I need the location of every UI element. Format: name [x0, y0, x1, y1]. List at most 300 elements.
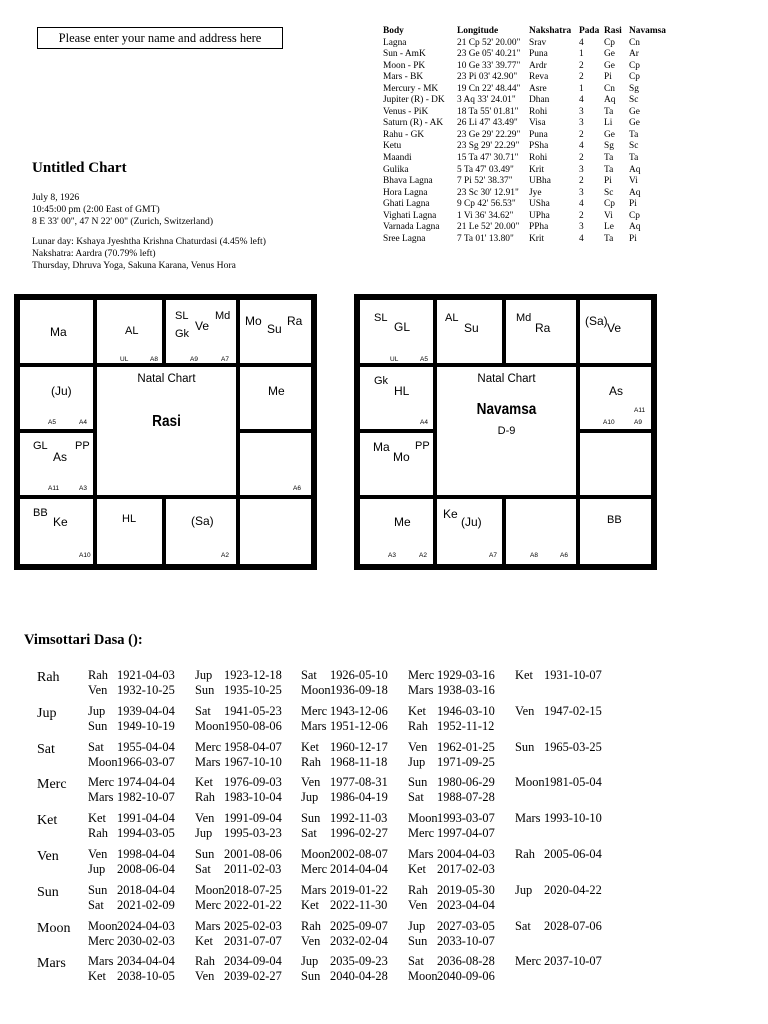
antardasa-entry [515, 740, 602, 755]
antardasa-date: 1982-10-07 [117, 790, 175, 805]
antardasa-lord: Sun [515, 739, 535, 754]
antardasa-date: 1991-04-04 [117, 811, 175, 826]
table-cell: Li [604, 118, 613, 129]
dasa-lord: Rah [37, 670, 60, 685]
antardasa-entry [408, 883, 495, 898]
rasi-house [20, 300, 93, 363]
antardasa-lord: Jup [195, 826, 213, 841]
table-cell: 4 [579, 37, 584, 48]
antardasa-entry [301, 683, 388, 698]
antardasa-lord: Ket [301, 739, 319, 754]
antardasa-lord: Moon [408, 811, 438, 826]
arudha-label: A2 [419, 552, 427, 559]
table-cell: 2 [579, 210, 584, 221]
table-cell: 3 [579, 222, 584, 233]
arudha-label: A4 [420, 419, 428, 426]
antardasa-date: 2040-09-06 [437, 969, 495, 984]
antardasa-entry [408, 755, 495, 770]
antardasa-lord: Sat [195, 703, 211, 718]
antardasa-lord: Rah [195, 790, 215, 805]
antardasa-entry [88, 719, 175, 734]
table-cell: Ge [604, 129, 615, 140]
dasa-period [0, 811, 768, 845]
antardasa-lord: Ven [88, 847, 108, 861]
planet-label: Ve [195, 319, 210, 333]
table-cell: Aq [629, 164, 641, 175]
antardasa-date: 1946-03-10 [437, 703, 495, 718]
arudha-label: A9 [190, 356, 198, 363]
arudha-label: A7 [489, 552, 497, 559]
antardasa-entry [408, 775, 495, 790]
planet-label: Ra [287, 314, 303, 328]
arudha-label: A5 [48, 419, 56, 426]
antardasa-lord: Ven [88, 683, 108, 697]
navamsa-house [360, 300, 433, 363]
antardasa-date: 2034-09-04 [224, 954, 282, 969]
antardasa-entry [515, 668, 602, 683]
table-cell: Rohi [529, 153, 548, 164]
rasi-house [97, 499, 162, 564]
birth-place: 8 E 33' 00", 47 N 22' 00" (Zurich, Switzerland) [32, 216, 214, 227]
antardasa-lord: Merc [408, 826, 435, 841]
table-cell: 23 Ge 29' 22.29" [457, 129, 521, 140]
antardasa-lord: Sat [408, 790, 424, 805]
arudha-label: A8 [150, 356, 158, 363]
antardasa-date: 2039-02-27 [224, 969, 282, 984]
planet-label: Ra [535, 321, 551, 335]
table-cell: 21 Cp 52' 20.00" [457, 37, 521, 48]
dasa-lord: Mars [37, 956, 66, 972]
table-cell: Cn [629, 37, 640, 48]
antardasa-entry [515, 954, 602, 969]
antardasa-lord: Rah [301, 918, 321, 933]
table-cell: UPha [529, 210, 550, 221]
table-cell: Saturn (R) - AK [383, 118, 444, 129]
table-cell: USha [529, 199, 550, 210]
nakshatra-info: Nakshatra: Aardra (70.79% left) [32, 248, 156, 259]
antardasa-entry [301, 811, 387, 826]
antardasa-date: 2018-07-25 [224, 882, 282, 897]
navamsa-chart [354, 294, 657, 570]
table-cell: 10 Ge 33' 39.77" [457, 60, 521, 71]
table-cell: Ta [604, 106, 614, 117]
antardasa-lord: Sun [408, 933, 428, 948]
arudha-label: A3 [79, 485, 87, 492]
planet-label: AL [445, 312, 459, 324]
antardasa-entry [408, 704, 495, 719]
antardasa-entry [301, 755, 387, 770]
table-cell: 7 Ta 01' 13.80" [457, 233, 514, 244]
antardasa-date: 1993-03-07 [437, 811, 495, 826]
antardasa-date: 2022-11-30 [330, 897, 388, 912]
antardasa-lord: Mars [88, 954, 114, 969]
table-cell: 18 Ta 55' 01.81" [457, 106, 519, 117]
antardasa-entry [88, 898, 175, 913]
antardasa-entry [515, 919, 602, 934]
antardasa-date: 1943-12-06 [330, 703, 388, 718]
antardasa-lord: Merc [301, 703, 328, 718]
antardasa-entry [301, 826, 388, 841]
planet-label: (Sa) [191, 514, 214, 528]
table-cell: Pi [604, 72, 612, 83]
antardasa-date: 1923-12-18 [224, 668, 282, 682]
antardasa-date: 2030-02-03 [117, 933, 175, 948]
dasa-period [0, 668, 768, 702]
rasi-house [20, 367, 93, 429]
antardasa-date: 1986-04-19 [330, 790, 388, 805]
antardasa-date: 1988-07-28 [437, 790, 495, 805]
planet-label: GL [394, 320, 411, 334]
antardasa-lord: Sun [195, 847, 215, 861]
antardasa-date: 1993-10-10 [544, 811, 602, 826]
antardasa-entry [301, 883, 388, 898]
antardasa-lord: Merc [301, 862, 328, 876]
navamsa-center [437, 367, 576, 495]
navamsa-house [437, 300, 502, 363]
antardasa-entry [408, 919, 495, 934]
table-cell: 2 [579, 60, 584, 71]
antardasa-date: 2034-04-04 [117, 954, 175, 969]
antardasa-date: 2020-04-22 [544, 882, 602, 897]
rasi-house [240, 433, 311, 495]
antardasa-lord: Ket [408, 862, 426, 876]
dasa-period [0, 883, 768, 917]
table-header-cell: Rasi [604, 26, 622, 36]
table-cell: Aq [629, 187, 641, 198]
antardasa-lord: Rah [88, 668, 108, 682]
antardasa-date: 2032-02-04 [330, 933, 388, 948]
rasi-house [240, 367, 311, 429]
planet-label: BB [33, 507, 48, 519]
antardasa-entry [301, 847, 388, 862]
table-cell: 9 Cp 42' 56.53" [457, 199, 516, 210]
table-cell: Le [604, 222, 614, 233]
table-cell: Cp [629, 210, 640, 221]
antardasa-lord: Rah [408, 718, 428, 733]
antardasa-entry [301, 919, 388, 934]
antardasa-lord: Ven [408, 739, 428, 754]
antardasa-entry [88, 826, 175, 841]
table-cell: Bhava Lagna [383, 176, 433, 187]
table-cell: Cp [604, 199, 615, 210]
antardasa-entry [88, 954, 175, 969]
antardasa-entry [195, 704, 282, 719]
antardasa-entry [408, 719, 494, 734]
antardasa-date: 1992-11-03 [330, 811, 388, 826]
rasi-house [240, 300, 311, 363]
table-cell: Venus - PiK [383, 106, 429, 117]
rasi-label: Rasi [152, 413, 181, 430]
antardasa-lord: Merc [88, 933, 115, 948]
navamsa-house [360, 367, 433, 429]
antardasa-date: 1939-04-04 [117, 703, 175, 718]
antardasa-entry [88, 847, 175, 862]
antardasa-entry [301, 719, 388, 734]
dasa-lord: Merc [37, 777, 67, 793]
table-header-cell: Body [383, 26, 404, 36]
antardasa-lord: Moon [408, 969, 438, 984]
table-cell: Sg [604, 141, 614, 152]
antardasa-lord: Mars [195, 918, 221, 933]
antardasa-lord: Merc [195, 739, 222, 754]
table-cell: Hora Lagna [383, 187, 428, 198]
table-cell: Srav [529, 37, 547, 48]
antardasa-entry [195, 954, 282, 969]
table-cell: 1 [579, 83, 584, 94]
antardasa-entry [301, 704, 388, 719]
antardasa-date: 1997-04-07 [437, 826, 495, 841]
table-cell: Asre [529, 83, 547, 94]
name-address-prompt[interactable]: Please enter your name and address here [37, 27, 283, 49]
antardasa-date: 2027-03-05 [437, 918, 495, 933]
antardasa-date: 2040-04-28 [330, 969, 388, 984]
antardasa-lord: Merc [195, 897, 222, 912]
navamsa-house [580, 300, 651, 363]
table-cell: Sc [629, 95, 639, 106]
d9-label: D-9 [497, 425, 516, 437]
antardasa-entry [408, 969, 495, 984]
table-cell: 4 [579, 199, 584, 210]
antardasa-entry [195, 668, 282, 683]
antardasa-lord: Moon [195, 882, 225, 897]
navamsa-house [580, 433, 651, 495]
table-cell: 1 Vi 36' 34.62" [457, 210, 514, 221]
table-cell: Cn [604, 83, 615, 94]
antardasa-entry [301, 898, 387, 913]
navamsa-house [580, 499, 651, 564]
table-cell: Ketu [383, 141, 402, 152]
antardasa-date: 2037-10-07 [544, 954, 602, 969]
navamsa-label: Navamsa [476, 401, 537, 418]
antardasa-date: 1950-08-06 [224, 718, 282, 733]
table-cell: Ge [629, 106, 640, 117]
antardasa-lord: Ven [301, 775, 321, 790]
table-cell: 26 Li 47' 43.49" [457, 118, 518, 129]
arudha-label: A6 [560, 552, 568, 559]
antardasa-lord: Ket [515, 668, 533, 682]
table-cell: Vi [604, 210, 613, 221]
planet-label: (Ju) [461, 515, 482, 529]
planet-label: AL [125, 325, 139, 337]
antardasa-lord: Rah [88, 826, 108, 841]
planet-label: (Ju) [51, 384, 72, 398]
table-cell: Ardr [529, 60, 547, 71]
planet-label: HL [394, 384, 410, 398]
table-cell: 23 Sc 30' 12.91" [457, 187, 519, 198]
table-cell: 3 [579, 187, 584, 198]
antardasa-lord: Jup [515, 882, 533, 897]
natal-chart-label: Natal Chart [477, 373, 536, 385]
antardasa-lord: Mars [408, 847, 434, 861]
antardasa-lord: Ket [88, 811, 106, 826]
antardasa-entry [88, 790, 175, 805]
antardasa-date: 1958-04-07 [224, 739, 282, 754]
antardasa-date: 1968-11-18 [330, 754, 388, 769]
rasi-center [97, 367, 236, 495]
antardasa-date: 2014-04-04 [330, 862, 388, 876]
table-cell: Ta [604, 164, 614, 175]
planet-label: As [53, 450, 68, 464]
table-cell: Pi [604, 176, 612, 187]
table-header-cell: Nakshatra [529, 26, 572, 36]
antardasa-date: 1965-03-25 [544, 739, 602, 754]
planet-label: Me [394, 515, 411, 529]
antardasa-entry [88, 919, 175, 934]
table-cell: Krit [529, 164, 545, 175]
antardasa-lord: Sat [88, 897, 104, 912]
antardasa-lord: Jup [195, 668, 213, 682]
antardasa-entry [195, 740, 282, 755]
dasa-period [0, 740, 768, 774]
table-cell: 2 [579, 176, 584, 187]
antardasa-date: 1947-02-15 [544, 703, 602, 718]
antardasa-entry [408, 847, 495, 862]
arudha-label: A8 [530, 552, 538, 559]
antardasa-lord: Sat [408, 954, 424, 969]
planet-label: Su [267, 322, 282, 336]
antardasa-date: 2019-01-22 [330, 882, 388, 897]
dasa-lord: Ket [37, 813, 58, 829]
table-cell: Pi [629, 233, 637, 244]
antardasa-lord: Ven [515, 703, 535, 718]
navamsa-house [360, 499, 433, 564]
antardasa-lord: Jup [88, 703, 106, 718]
dasa-period [0, 919, 768, 953]
antardasa-entry [88, 811, 175, 826]
table-cell: 23 Pi 03' 42.90" [457, 72, 518, 83]
table-cell: Gulika [383, 164, 409, 175]
table-cell: Sg [629, 83, 639, 94]
navamsa-house [506, 300, 576, 363]
antardasa-date: 1996-02-27 [330, 826, 388, 841]
antardasa-entry [195, 934, 282, 949]
antardasa-entry [195, 811, 282, 826]
antardasa-lord: Sun [408, 775, 428, 790]
antardasa-lord: Ven [195, 811, 215, 826]
table-cell: 3 [579, 106, 584, 117]
antardasa-lord: Moon [515, 775, 545, 790]
table-cell: Dhan [529, 95, 550, 106]
antardasa-lord: Sat [301, 826, 317, 841]
antardasa-date: 1926-05-10 [330, 668, 388, 682]
antardasa-date: 1932-10-25 [117, 683, 175, 697]
antardasa-entry [301, 668, 388, 683]
antardasa-entry [195, 683, 282, 698]
table-cell: Pi [629, 199, 637, 210]
table-cell: Lagna [383, 37, 407, 48]
table-cell: 23 Sg 29' 22.29" [457, 141, 520, 152]
antardasa-date: 1994-03-05 [117, 826, 175, 841]
antardasa-date: 2017-02-03 [437, 862, 495, 876]
table-cell: 19 Cn 22' 48.44" [457, 83, 521, 94]
antardasa-entry [88, 740, 175, 755]
antardasa-entry [195, 883, 282, 898]
planet-label: BB [607, 514, 622, 526]
antardasa-entry [88, 668, 175, 683]
antardasa-date: 1995-03-23 [224, 826, 282, 841]
antardasa-lord: Moon [301, 683, 331, 697]
table-cell: Sun - AmK [383, 49, 426, 60]
antardasa-lord: Sun [88, 882, 108, 897]
planet-label: PP [415, 440, 430, 452]
antardasa-date: 2018-04-04 [117, 882, 175, 897]
antardasa-entry [88, 683, 175, 698]
antardasa-lord: Rah [515, 847, 535, 861]
antardasa-date: 1981-05-04 [544, 775, 602, 790]
table-cell: Ge [629, 118, 640, 129]
arudha-label: A6 [293, 485, 301, 492]
antardasa-entry [195, 898, 282, 913]
table-cell: 1 [579, 49, 584, 60]
antardasa-entry [301, 790, 388, 805]
table-cell: 3 Aq 33' 24.01" [457, 95, 516, 106]
antardasa-date: 2008-06-04 [117, 862, 175, 876]
antardasa-lord: Mars [408, 683, 434, 697]
table-cell: 2 [579, 72, 584, 83]
antardasa-date: 2019-05-30 [437, 882, 495, 897]
antardasa-entry [88, 775, 175, 790]
antardasa-lord: Jup [301, 954, 319, 969]
antardasa-date: 1921-04-03 [117, 668, 175, 682]
birth-time: 10:45:00 pm (2:00 East of GMT) [32, 204, 160, 215]
table-cell: Ta [629, 129, 639, 140]
dasa-period [0, 954, 768, 988]
lunar-day: Lunar day: Kshaya Jyeshtha Krishna Chaturdasi (4.45% left) [32, 236, 266, 247]
antardasa-entry [88, 969, 175, 984]
table-cell: 21 Le 52' 20.00" [457, 222, 520, 233]
antardasa-date: 2022-01-22 [224, 897, 282, 912]
antardasa-lord: Sat [515, 918, 531, 933]
antardasa-date: 1998-04-04 [117, 847, 175, 861]
antardasa-lord: Ket [195, 775, 213, 790]
table-cell: Ghati Lagna [383, 199, 430, 210]
planet-label: SL [374, 312, 388, 324]
antardasa-date: 2033-10-07 [437, 933, 495, 948]
weekday-info: Thursday, Dhruva Yoga, Sakuna Karana, Venus Hora [32, 260, 236, 271]
antardasa-lord: Ven [195, 969, 215, 984]
antardasa-entry [195, 826, 282, 841]
antardasa-date: 1955-04-04 [117, 739, 175, 754]
table-cell: Ar [629, 49, 639, 60]
table-cell: Visa [529, 118, 546, 129]
table-cell: Aq [604, 95, 616, 106]
antardasa-lord: Ven [408, 897, 428, 912]
table-cell: 2 [579, 129, 584, 140]
navamsa-house [360, 433, 433, 495]
antardasa-lord: Mars [195, 754, 221, 769]
antardasa-entry [195, 919, 282, 934]
antardasa-entry [301, 740, 388, 755]
navamsa-house [437, 499, 502, 564]
antardasa-entry [408, 934, 495, 949]
antardasa-lord: Jup [408, 918, 426, 933]
antardasa-lord: Sun [301, 811, 321, 826]
planet-label: (Sa) [585, 314, 608, 328]
table-cell: 4 [579, 233, 584, 244]
planet-label: Gk [374, 375, 389, 387]
table-cell: Varnada Lagna [383, 222, 440, 233]
rasi-house [20, 433, 93, 495]
arudha-label: A11 [48, 485, 60, 492]
dasa-lord: Moon [37, 920, 71, 936]
antardasa-entry [408, 790, 495, 805]
planet-label: As [609, 384, 624, 398]
table-cell: Vi [629, 176, 638, 187]
antardasa-date: 1976-09-03 [224, 775, 282, 790]
antardasa-lord: Jup [88, 862, 106, 876]
antardasa-entry [408, 954, 495, 969]
antardasa-lord: Sun [301, 969, 321, 984]
